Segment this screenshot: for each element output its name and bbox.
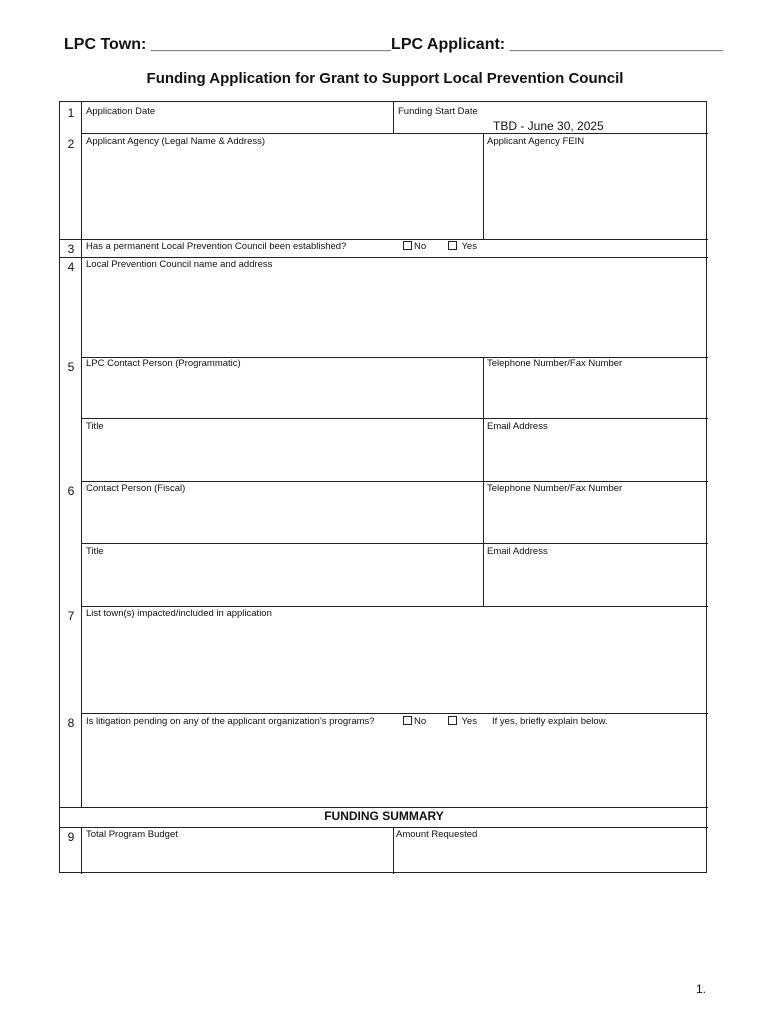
row5-mid-divider <box>81 418 708 419</box>
lpc-title-label: Title <box>86 421 104 432</box>
row-number-6: 6 <box>67 484 75 498</box>
amount-requested-label: Amount Requested <box>396 829 478 840</box>
row9-column-divider <box>393 827 394 874</box>
application-form-table <box>59 101 707 873</box>
row6-mid-divider <box>81 543 708 544</box>
applicant-agency-label: Applicant Agency (Legal Name & Address) <box>86 136 266 147</box>
row-number-3: 3 <box>67 242 75 256</box>
checkbox-icon[interactable] <box>403 241 412 250</box>
lpc-contact-person-label: LPC Contact Person (Programmatic) <box>86 358 241 369</box>
funding-start-date-value[interactable]: TBD - June 30, 2025 <box>493 119 604 133</box>
document-title: Funding Application for Grant to Support Local Prevention Council <box>146 70 624 87</box>
lpc-name-address-label: Local Prevention Council name and address <box>86 259 273 270</box>
checkbox-icon[interactable] <box>403 716 412 725</box>
total-program-budget-label: Total Program Budget <box>86 829 178 840</box>
page-number: 1. <box>696 982 707 996</box>
number-column-divider <box>81 102 82 807</box>
fiscal-email-label: Email Address <box>487 546 548 557</box>
litigation-explain-note: If yes, briefly explain below. <box>492 716 608 727</box>
funding-summary-divider <box>60 827 708 828</box>
lpc-established-yes-option[interactable]: Yes <box>448 241 477 252</box>
towns-impacted-label: List town(s) impacted/included in application <box>86 608 272 619</box>
row-number-5: 5 <box>67 360 75 374</box>
row-divider-1 <box>81 133 708 134</box>
row-divider-3 <box>60 257 708 258</box>
lpc-email-label: Email Address <box>487 421 548 432</box>
row-divider-6 <box>81 606 708 607</box>
row-number-2: 2 <box>67 137 75 151</box>
row-divider-8 <box>60 807 708 808</box>
funding-start-date-label: Funding Start Date <box>398 106 478 117</box>
application-date-label: Application Date <box>86 106 156 117</box>
row-number-7: 7 <box>67 609 75 623</box>
row-divider-7 <box>81 713 708 714</box>
applicant-fein-label: Applicant Agency FEIN <box>487 136 585 147</box>
fiscal-telephone-label: Telephone Number/Fax Number <box>487 483 623 494</box>
litigation-question: Is litigation pending on any of the applicant organization's programs? <box>86 716 375 727</box>
checkbox-icon[interactable] <box>448 241 457 250</box>
funding-summary-heading: FUNDING SUMMARY <box>324 809 444 823</box>
fiscal-contact-person-label: Contact Person (Fiscal) <box>86 483 186 494</box>
lpc-telephone-label: Telephone Number/Fax Number <box>487 358 623 369</box>
row-divider-2 <box>60 239 708 240</box>
row-number-9: 9 <box>67 830 75 844</box>
lpc-established-question: Has a permanent Local Prevention Council been established? <box>86 241 347 252</box>
litigation-yes-option[interactable]: Yes <box>448 716 477 727</box>
lpc-established-no-option[interactable]: No <box>403 241 426 252</box>
header-line: LPC Town: ___________________________LPC Applicant: ________________________ <box>64 36 724 53</box>
row-number-4: 4 <box>67 260 75 274</box>
litigation-no-option[interactable]: No <box>403 716 426 727</box>
checkbox-icon[interactable] <box>448 716 457 725</box>
row2-column-divider <box>483 133 484 239</box>
row-divider-5 <box>81 481 708 482</box>
fiscal-title-label: Title <box>86 546 104 557</box>
row-number-8: 8 <box>67 716 75 730</box>
row1-column-divider <box>393 102 394 133</box>
row-number-1: 1 <box>67 106 75 120</box>
